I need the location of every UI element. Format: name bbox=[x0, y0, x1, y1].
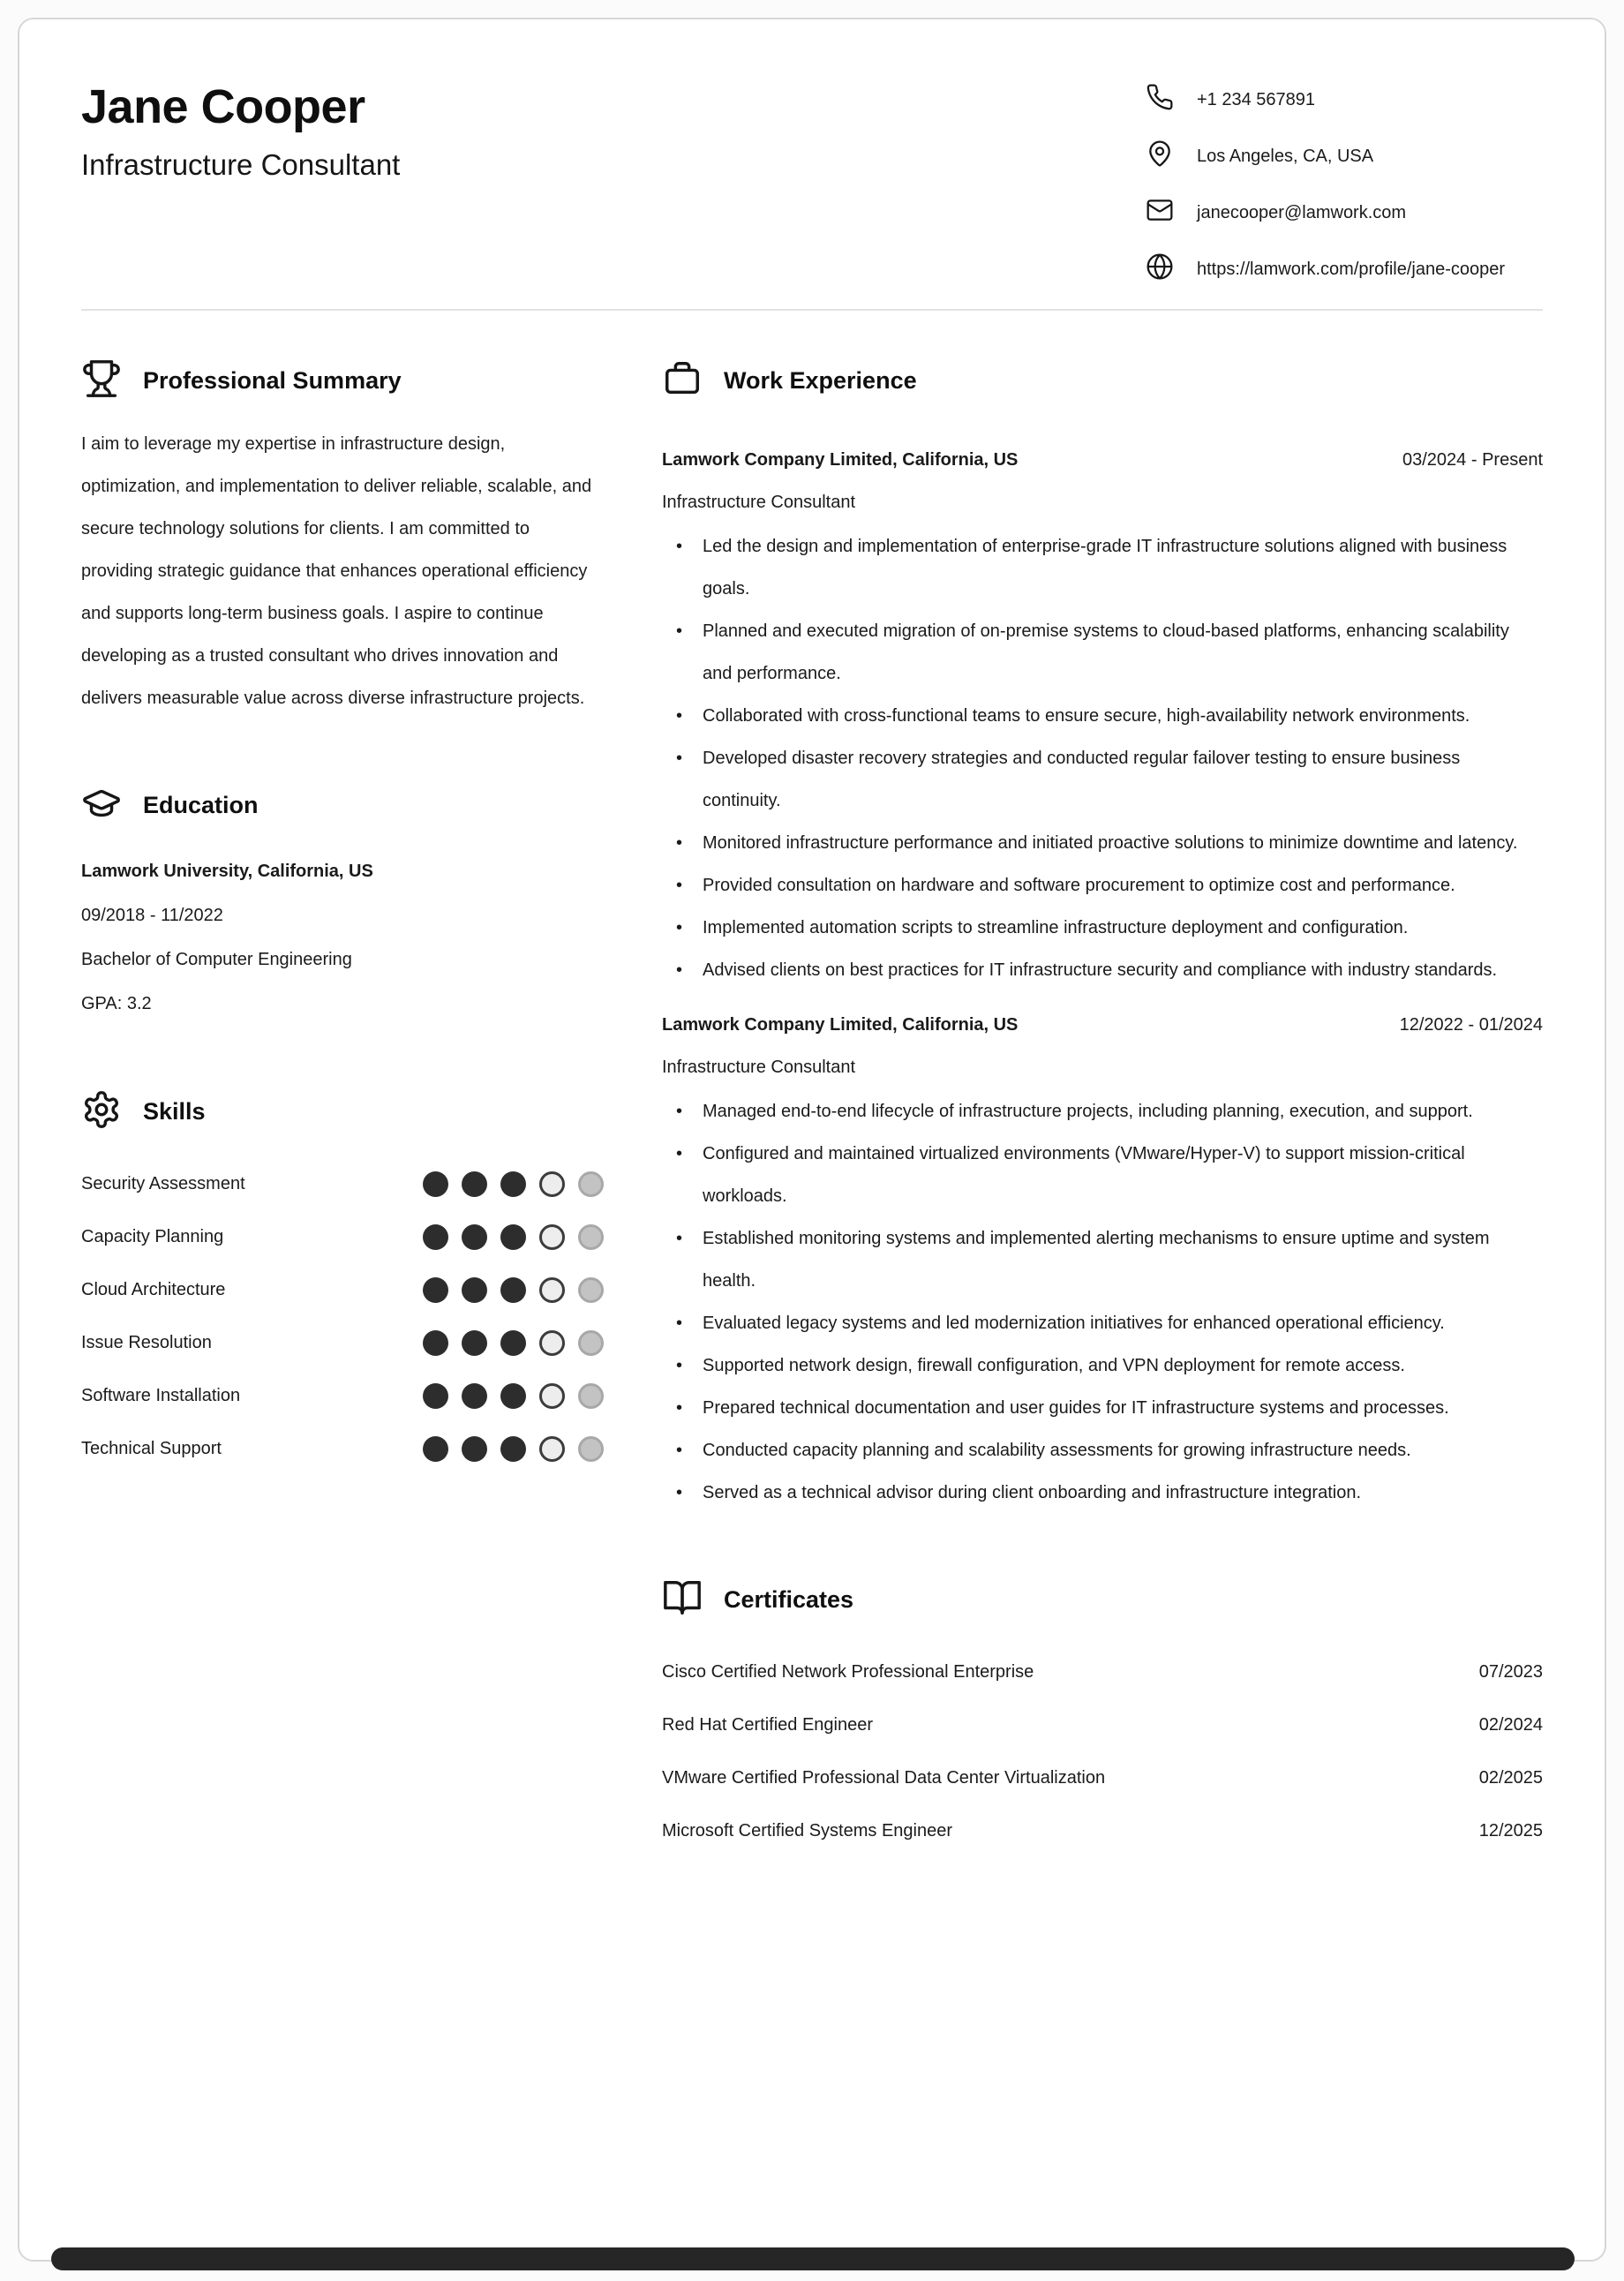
skill-dot-empty bbox=[539, 1171, 565, 1197]
skill-row bbox=[81, 1210, 604, 1263]
skill-name: Technical Support bbox=[81, 1438, 222, 1458]
skill-row bbox=[81, 1157, 604, 1210]
skill-dot-empty bbox=[539, 1277, 565, 1303]
job-bullet bbox=[662, 1217, 1543, 1302]
job-bullet bbox=[662, 864, 1543, 907]
job-bullet-text: • Evaluated legacy systems and led modernization initiatives for enhanced operational efficiency. bbox=[703, 1314, 1445, 1333]
skill-dot-filled bbox=[500, 1383, 526, 1409]
job-role: Infrastructure Consultant bbox=[662, 1058, 855, 1077]
skill-level-dots bbox=[423, 1277, 604, 1303]
job-company: Lamwork Company Limited, California, US bbox=[662, 450, 1019, 470]
education-degree: Bachelor of Computer Engineering bbox=[81, 950, 352, 969]
identity-block bbox=[81, 79, 400, 182]
section-summary bbox=[81, 358, 604, 719]
certificates-heading-label: Certificates bbox=[724, 1586, 854, 1613]
skill-dot-filled bbox=[423, 1171, 448, 1197]
job-bullet bbox=[662, 695, 1543, 737]
section-work bbox=[662, 358, 1543, 1514]
summary-text: I aim to leverage my expertise in infrastructure design, optimization, and implementation to deliver reliable, scalable, and secure technology solutions for clients. I am committed to providing strategic guidance that enhances operational efficiency and supports long-term business goals. I aspire to continue developing as a trusted consultant who drives innovation and delivers measurable value across diverse infrastructure projects. bbox=[81, 434, 592, 708]
job-bullet-list bbox=[662, 525, 1543, 991]
education-entry bbox=[81, 849, 604, 1026]
job-header bbox=[662, 439, 1543, 481]
job-bullet bbox=[662, 1472, 1543, 1514]
skill-dot-empty bbox=[539, 1330, 565, 1356]
section-skills bbox=[81, 1089, 604, 1475]
skill-level-dots bbox=[423, 1330, 604, 1356]
education-dates: 09/2018 - 11/2022 bbox=[81, 906, 223, 925]
skill-row bbox=[81, 1316, 604, 1369]
certificates-heading bbox=[662, 1577, 1543, 1622]
skill-dot-filled bbox=[462, 1171, 487, 1197]
job-bullet bbox=[662, 1090, 1543, 1133]
work-heading-label: Work Experience bbox=[724, 367, 917, 394]
skill-dot-filled bbox=[423, 1224, 448, 1250]
content-columns bbox=[81, 358, 1543, 1857]
job-bullet-text: • Established monitoring systems and implemented alerting mechanisms to ensure uptime and system health. bbox=[703, 1229, 1490, 1291]
email-icon bbox=[1146, 196, 1174, 230]
contact-phone bbox=[1146, 83, 1543, 117]
contact-location-text: Los Angeles, CA, USA bbox=[1197, 146, 1374, 166]
contact-website bbox=[1146, 252, 1543, 286]
contact-website-link[interactable]: https://lamwork.com/profile/jane-cooper bbox=[1197, 259, 1506, 279]
job-bullet-list bbox=[662, 1090, 1543, 1514]
job-bullet-text: • Planned and executed migration of on-premise systems to cloud-based platforms, enhancing scalability and performance. bbox=[703, 621, 1509, 683]
job-bullet bbox=[662, 737, 1543, 822]
contact-list bbox=[1146, 79, 1543, 286]
section-education bbox=[81, 783, 604, 1026]
certificate-name: VMware Certified Professional Data Center Virtualization bbox=[662, 1767, 1106, 1788]
job-role: Infrastructure Consultant bbox=[662, 493, 855, 512]
skill-dot-filled bbox=[500, 1171, 526, 1197]
skill-dot-filled bbox=[500, 1224, 526, 1250]
resume-page bbox=[18, 18, 1606, 2262]
education-gpa: GPA: 3.2 bbox=[81, 994, 152, 1013]
skill-level-dots bbox=[423, 1171, 604, 1197]
job-bullet bbox=[662, 1133, 1543, 1217]
job-entry-2 bbox=[662, 1004, 1543, 1514]
header bbox=[81, 79, 1543, 286]
contact-location bbox=[1146, 139, 1543, 173]
job-bullet-text: • Supported network design, firewall configuration, and VPN deployment for remote access. bbox=[703, 1356, 1405, 1375]
job-bullet bbox=[662, 1387, 1543, 1429]
skill-dot-filled bbox=[423, 1277, 448, 1303]
job-bullet-text: • Collaborated with cross-functional teams to ensure secure, high-availability network environments. bbox=[703, 706, 1470, 726]
job-bullet-text: • Prepared technical documentation and user guides for IT infrastructure systems and processes. bbox=[703, 1398, 1449, 1418]
job-entry-1 bbox=[662, 439, 1543, 991]
certificate-date: 02/2024 bbox=[1478, 1714, 1543, 1735]
page-bottom-bar bbox=[51, 2247, 1575, 2270]
gear-icon bbox=[81, 1089, 122, 1134]
skills-heading bbox=[81, 1089, 604, 1134]
job-dates: 03/2024 - Present bbox=[1402, 450, 1543, 470]
certificate-date: 02/2025 bbox=[1478, 1767, 1543, 1788]
education-heading-label: Education bbox=[143, 792, 259, 818]
contact-phone-text: +1 234 567891 bbox=[1197, 89, 1316, 109]
right-column bbox=[662, 358, 1543, 1857]
job-bullet bbox=[662, 1344, 1543, 1387]
skill-name: Capacity Planning bbox=[81, 1226, 224, 1246]
summary-heading bbox=[81, 358, 604, 403]
certificate-name: Red Hat Certified Engineer bbox=[662, 1714, 874, 1735]
job-bullet-text: • Developed disaster recovery strategies and conducted regular failover testing to ensure business continuity. bbox=[703, 749, 1461, 810]
skill-dot-empty bbox=[578, 1277, 604, 1303]
globe-icon bbox=[1146, 252, 1174, 286]
skill-dot-filled bbox=[462, 1383, 487, 1409]
skill-dot-filled bbox=[462, 1224, 487, 1250]
skill-level-dots bbox=[423, 1224, 604, 1250]
job-bullet bbox=[662, 1302, 1543, 1344]
job-bullet-text: • Conducted capacity planning and scalability assessments for growing infrastructure needs. bbox=[703, 1441, 1411, 1460]
skill-dot-filled bbox=[462, 1277, 487, 1303]
job-bullet-text: • Advised clients on best practices for IT infrastructure security and compliance with industry standards. bbox=[703, 960, 1498, 980]
certificate-row bbox=[662, 1698, 1543, 1751]
trophy-icon bbox=[81, 358, 122, 403]
skill-level-dots bbox=[423, 1383, 604, 1409]
left-column bbox=[81, 358, 604, 1857]
certificate-row bbox=[662, 1751, 1543, 1804]
skill-dot-empty bbox=[539, 1436, 565, 1462]
certificate-row bbox=[662, 1804, 1543, 1857]
contact-email bbox=[1146, 196, 1543, 230]
book-icon bbox=[662, 1577, 703, 1622]
job-bullet-text: • Led the design and implementation of enterprise-grade IT infrastructure solutions aligned with business goals. bbox=[703, 537, 1507, 598]
skill-dot-empty bbox=[578, 1383, 604, 1409]
job-dates: 12/2022 - 01/2024 bbox=[1399, 1015, 1543, 1035]
skill-row bbox=[81, 1369, 604, 1422]
skill-name: Issue Resolution bbox=[81, 1332, 212, 1352]
education-heading bbox=[81, 783, 604, 828]
job-bullet-text: • Provided consultation on hardware and software procurement to optimize cost and performance. bbox=[703, 876, 1455, 895]
phone-icon bbox=[1146, 83, 1174, 117]
skill-dot-empty bbox=[578, 1224, 604, 1250]
skill-dot-empty bbox=[578, 1436, 604, 1462]
skill-dot-filled bbox=[462, 1436, 487, 1462]
skill-row bbox=[81, 1263, 604, 1316]
job-bullet-text: • Configured and maintained virtualized environments (VMware/Hyper-V) to support mission-critical workloads. bbox=[703, 1144, 1465, 1206]
job-bullet bbox=[662, 525, 1543, 610]
summary-heading-label: Professional Summary bbox=[143, 367, 402, 394]
education-school: Lamwork University, California, US bbox=[81, 862, 373, 881]
skill-dot-filled bbox=[500, 1277, 526, 1303]
skill-name: Software Installation bbox=[81, 1385, 241, 1405]
skill-name: Security Assessment bbox=[81, 1173, 245, 1193]
job-bullet-text: • Implemented automation scripts to streamline infrastructure deployment and configuration. bbox=[703, 918, 1409, 937]
person-name: Jane Cooper bbox=[81, 80, 365, 133]
job-bullet bbox=[662, 1429, 1543, 1472]
skill-dot-filled bbox=[462, 1330, 487, 1356]
skill-dot-filled bbox=[423, 1436, 448, 1462]
certificate-date: 07/2023 bbox=[1478, 1661, 1543, 1682]
header-divider bbox=[81, 309, 1543, 311]
skill-dot-filled bbox=[500, 1330, 526, 1356]
job-company: Lamwork Company Limited, California, US bbox=[662, 1015, 1019, 1035]
skill-dot-filled bbox=[500, 1436, 526, 1462]
skill-level-dots bbox=[423, 1436, 604, 1462]
skill-row bbox=[81, 1422, 604, 1475]
skills-list bbox=[81, 1157, 604, 1475]
job-bullet-text: • Monitored infrastructure performance and initiated proactive solutions to minimize downtime and latency. bbox=[703, 833, 1518, 853]
job-header bbox=[662, 1004, 1543, 1046]
skill-dot-filled bbox=[423, 1383, 448, 1409]
graduation-cap-icon bbox=[81, 783, 122, 828]
certificate-row bbox=[662, 1645, 1543, 1698]
skill-name: Cloud Architecture bbox=[81, 1279, 226, 1299]
skill-dot-filled bbox=[423, 1330, 448, 1356]
certificate-date: 12/2025 bbox=[1478, 1820, 1543, 1841]
certificate-name: Microsoft Certified Systems Engineer bbox=[662, 1820, 953, 1841]
certificates-list bbox=[662, 1645, 1543, 1857]
contact-email-text: janecooper@lamwork.com bbox=[1197, 202, 1407, 222]
skill-dot-empty bbox=[539, 1383, 565, 1409]
skills-heading-label: Skills bbox=[143, 1098, 206, 1125]
job-bullet bbox=[662, 949, 1543, 991]
job-bullet bbox=[662, 610, 1543, 695]
job-bullet-text: • Managed end-to-end lifecycle of infrastructure projects, including planning, execution, and support. bbox=[703, 1102, 1473, 1121]
job-bullet bbox=[662, 907, 1543, 949]
work-heading bbox=[662, 358, 1543, 403]
location-icon bbox=[1146, 139, 1174, 173]
job-bullet-text: • Served as a technical advisor during client onboarding and infrastructure integration. bbox=[703, 1483, 1361, 1502]
skill-dot-empty bbox=[578, 1171, 604, 1197]
certificate-name: Cisco Certified Network Professional Enterprise bbox=[662, 1661, 1034, 1682]
person-job-title: Infrastructure Consultant bbox=[81, 148, 401, 181]
skill-dot-empty bbox=[539, 1224, 565, 1250]
section-certificates bbox=[662, 1577, 1543, 1857]
briefcase-icon bbox=[662, 358, 703, 403]
skill-dot-empty bbox=[578, 1330, 604, 1356]
job-bullet bbox=[662, 822, 1543, 864]
